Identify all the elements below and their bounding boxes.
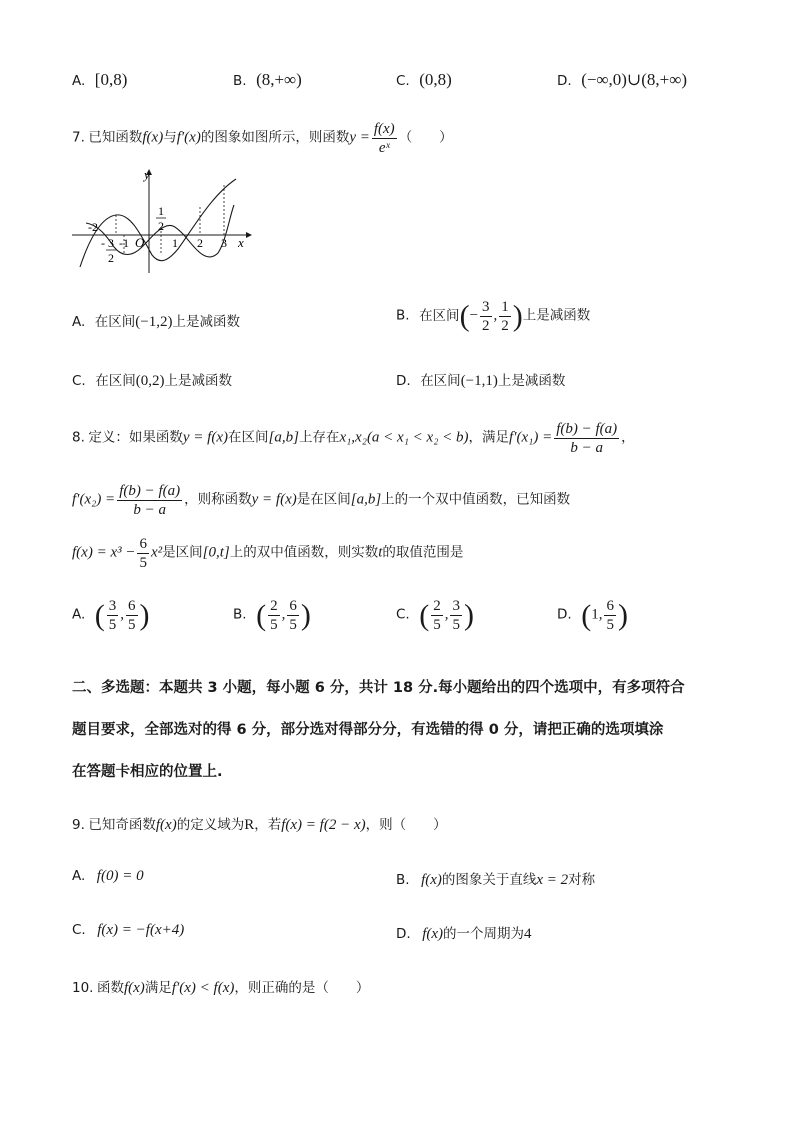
- frac-den: 5: [606, 617, 614, 633]
- q8-math: f′(x₂) =: [72, 491, 116, 508]
- q7-frac-den: eˣ: [378, 140, 390, 156]
- y-axis-label: y: [144, 167, 150, 182]
- q7-text-3: 的图象如图所示，则函数: [200, 129, 350, 146]
- tick-label-three-halves-num: 3: [108, 236, 114, 250]
- option-math: x = 2: [536, 872, 569, 888]
- option-letter: A.: [72, 868, 86, 884]
- frac-den: 5: [289, 617, 297, 633]
- q8-option-d[interactable]: D. (1, $\frac{6}{5}$ ): [557, 598, 628, 633]
- q8-fraction: [554, 420, 619, 457]
- option-text: 对称: [568, 872, 596, 888]
- option-math: (8,+∞): [256, 70, 302, 89]
- q8-coef-fraction: [137, 535, 149, 572]
- q7-function-graph: [68, 165, 258, 275]
- q8-option-c[interactable]: C. ( $\frac{2}{5}$ , $\frac{3}{5}$ ): [396, 598, 474, 633]
- q8-text: ，: [621, 429, 635, 446]
- option-text: 上是减函数: [522, 307, 591, 324]
- option-math: f(x): [422, 926, 444, 942]
- section-2-heading-line-2: 题目要求，全部选对的得 6 分，部分选对得部分分，有选错的得 0 分，请把正确的选项填涂: [72, 722, 664, 738]
- option-text: 在区间: [419, 307, 460, 324]
- q8-text: 是区间: [162, 544, 203, 561]
- q9-option-b[interactable]: [396, 868, 595, 889]
- option-letter: D.: [557, 606, 572, 623]
- q10-text: ，则正确的是（ ）: [234, 980, 370, 996]
- q7-text-1: 已知函数: [88, 129, 143, 146]
- q7-option-c[interactable]: [72, 369, 232, 390]
- frac-den: 5: [270, 617, 278, 633]
- q10-text: 函数: [96, 980, 124, 996]
- option-letter: A.: [72, 73, 86, 89]
- q9-option-a[interactable]: [72, 868, 144, 885]
- option-math: 1: [591, 606, 599, 623]
- question-number: 9.: [72, 817, 85, 833]
- frac-num: 3: [108, 598, 117, 614]
- q9-option-c[interactable]: [72, 922, 184, 939]
- section-2-heading-line-3: 在答题卡相应的位置上.: [72, 764, 223, 780]
- q8-math: f′(x₁) =: [509, 429, 553, 446]
- frac-den: 5: [108, 617, 117, 633]
- option-math: (0,2): [135, 373, 165, 389]
- q8-math: f(x) = x³ −: [72, 544, 136, 561]
- option-text: 上是减函数: [172, 314, 240, 330]
- q8-fraction: [117, 482, 182, 519]
- frac-den: 5: [452, 617, 460, 633]
- option-math: (−∞,0)∪(8,+∞): [581, 70, 687, 89]
- option-math: (0,8): [419, 70, 452, 89]
- frac-num: 2: [433, 598, 441, 614]
- q8-math: y = f(x): [182, 429, 228, 446]
- q8-math: t: [378, 544, 383, 561]
- q9-text: ，则（ ）: [365, 817, 447, 833]
- x-axis-arrow-icon: [246, 232, 252, 238]
- q9-text: 已知奇函数: [88, 817, 156, 833]
- option-letter: B.: [233, 606, 247, 623]
- option-letter: C.: [396, 73, 410, 89]
- option-math: f(0) = 0: [96, 868, 144, 884]
- q8-text: 定义：如果函数: [88, 429, 183, 446]
- q7-fx: f(x): [142, 129, 164, 146]
- tick-label-half-den: 2: [158, 219, 164, 233]
- q9-option-d[interactable]: [396, 922, 532, 943]
- q8-text: 上存在: [298, 429, 340, 446]
- q9-stem: [72, 813, 447, 834]
- frac-num: 6: [289, 598, 297, 614]
- option-letter: D.: [396, 373, 411, 389]
- question-number: 8.: [72, 429, 85, 446]
- q10-math: f(x): [123, 980, 145, 996]
- option-math: f(x): [421, 872, 442, 888]
- q9-text: 的定义域为: [176, 817, 245, 833]
- q8-text: 的取值范围是: [382, 544, 464, 561]
- frac-num: 3: [482, 299, 490, 315]
- question-number: 7.: [72, 129, 85, 146]
- frac-num: 2: [270, 598, 278, 614]
- question-number: 10.: [72, 980, 94, 996]
- q7-text-2: 与: [163, 129, 177, 146]
- frac-den: b − a: [133, 502, 166, 518]
- tick-label: 2: [197, 236, 203, 250]
- q7-option-a[interactable]: [72, 310, 240, 331]
- q7-fraction: [372, 120, 397, 157]
- q7-frac-num: f(x): [373, 121, 395, 137]
- tick-label: 3: [221, 236, 227, 250]
- q8-math: y = f(x): [251, 491, 297, 508]
- q8-stem-line-1: [72, 420, 635, 457]
- q8-math: (a < x₁ < x₂ < b): [366, 429, 469, 446]
- q9-text: ，若: [254, 817, 282, 833]
- q8-text: 上的双中值函数，则实数: [229, 544, 379, 561]
- x-axis-label: x: [238, 235, 244, 250]
- frac-den: 2: [501, 318, 509, 334]
- tick-label-neg-sign: -: [101, 236, 105, 250]
- q8-stem-line-2: [72, 482, 570, 519]
- q8-text: ，满足: [468, 429, 510, 446]
- q8-math: [0,t]: [202, 544, 230, 561]
- q7-option-d[interactable]: [396, 369, 565, 390]
- q8-option-b[interactable]: B. ( $\frac{2}{5}$ , $\frac{6}{5}$ ): [233, 598, 311, 633]
- tick-label-half-num: 1: [158, 204, 164, 218]
- option-text: 的图象关于直线: [441, 872, 537, 888]
- option-math: f(x) = −f(x+4): [97, 922, 185, 938]
- option-math: (−1,2): [135, 314, 173, 330]
- q8-text: ，则称函数: [184, 491, 252, 508]
- q7-fpx: f′(x): [176, 129, 201, 146]
- option-text: 上是减函数: [164, 373, 232, 389]
- tick-label: -2: [88, 220, 98, 234]
- frac-den: 2: [482, 318, 490, 334]
- q8-math: x²: [150, 544, 163, 561]
- q9-math: f(x) = f(2 − x): [281, 817, 366, 833]
- option-math: (−1,1): [460, 373, 498, 389]
- origin-label: O: [135, 235, 145, 250]
- q7-paren: （ ）: [398, 129, 453, 146]
- option-letter: A.: [72, 606, 86, 623]
- q9-math: f(x): [155, 817, 177, 833]
- frac-den: 5: [128, 617, 136, 633]
- tick-label: -1: [119, 236, 129, 250]
- frac-den: 5: [433, 617, 441, 633]
- option-letter: B.: [396, 872, 410, 888]
- frac-num: 6: [606, 598, 614, 614]
- q10-stem: [72, 976, 369, 997]
- option-letter: C.: [72, 373, 86, 389]
- q6-option-b[interactable]: [233, 70, 302, 90]
- option-letter: C.: [72, 922, 86, 938]
- q8-text: 上的一个双中值函数，已知函数: [381, 491, 571, 508]
- option-text: 在区间: [95, 373, 136, 389]
- q9-math: R: [244, 817, 255, 833]
- tick-label-three-halves-den: 2: [108, 251, 114, 265]
- option-text: 上是减函数: [497, 373, 566, 389]
- q10-math: f′(x) < f(x): [171, 980, 235, 996]
- option-text: 在区间: [420, 373, 461, 389]
- option-letter: B.: [233, 73, 247, 89]
- frac-num: 6: [139, 536, 147, 552]
- option-text: 在区间: [94, 314, 136, 330]
- q8-text: 是在区间: [296, 491, 351, 508]
- tick-label: 1: [172, 236, 178, 250]
- q8-math: [a,b]: [350, 491, 382, 508]
- option-math: [0,8): [94, 70, 128, 89]
- q8-text: 在区间: [228, 429, 269, 446]
- q6-option-a[interactable]: [72, 70, 127, 90]
- frac-num: 1: [501, 299, 509, 315]
- q10-text: 满足: [144, 980, 172, 996]
- option-math: 4: [524, 926, 532, 942]
- frac-den: b − a: [570, 440, 604, 456]
- option-letter: D.: [557, 73, 572, 89]
- q8-option-a[interactable]: A. ( $\frac{3}{5}$ , $\frac{6}{5}$ ): [72, 598, 150, 633]
- q8-math: [a,b]: [268, 429, 299, 446]
- section-2-heading-line-1: 二、多选题：本题共 3 小题，每小题 6 分，共计 18 分.每小题给出的四个选项中，有多项符合: [72, 680, 685, 696]
- option-text: 的一个周期为: [443, 926, 525, 942]
- q6-option-d[interactable]: [557, 70, 687, 90]
- option-letter: A.: [72, 314, 86, 330]
- frac-num: f(b) − f(a): [556, 421, 618, 437]
- frac-num: 6: [128, 598, 136, 614]
- frac-num: f(b) − f(a): [119, 483, 181, 499]
- frac-den: 5: [139, 555, 147, 571]
- q8-math: x₁,x₂: [339, 429, 367, 446]
- q7-y: y =: [349, 129, 370, 146]
- q8-stem-line-3: [72, 535, 463, 572]
- option-letter: C.: [396, 606, 410, 623]
- option-letter: B.: [396, 307, 410, 324]
- q7-option-b[interactable]: B. 在区间(− $\frac{3}{2}$ , $\frac{1}{2}$ )上是减函数: [396, 299, 591, 334]
- q6-option-c[interactable]: [396, 70, 452, 90]
- frac-num: 3: [452, 598, 460, 614]
- option-letter: D.: [396, 926, 411, 942]
- q7-stem: [72, 120, 453, 157]
